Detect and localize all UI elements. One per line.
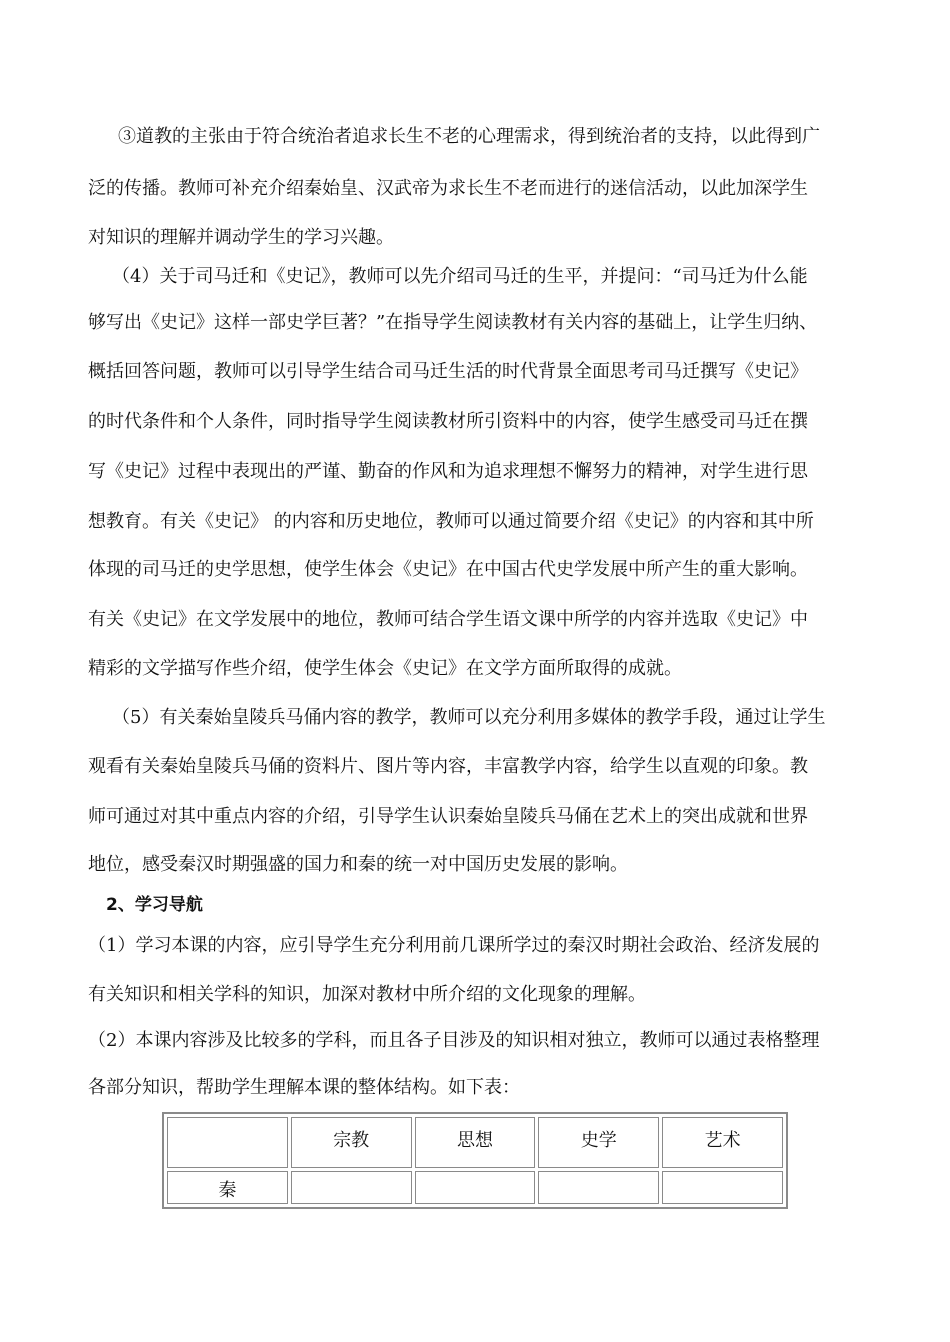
paragraph-line: 的时代条件和个人条件，同时指导学生阅读教材所引资料中的内容，使学生感受司马迁在撰 (88, 411, 808, 432)
paragraph-line: ③道教的主张由于符合统治者追求长生不老的心理需求，得到统治者的支持，以此得到广 (118, 126, 820, 147)
paragraph-line: 想教育。有关《史记》 的内容和历史地位，教师可以通过简要介绍《史记》的内容和其中所 (88, 511, 814, 532)
paragraph-line: 体现的司马迁的史学思想，使学生体会《史记》在中国古代史学发展中所产生的重大影响。 (88, 559, 808, 580)
table-header-cell: 史学 (538, 1117, 659, 1168)
table-row (167, 1171, 783, 1204)
table-cell (538, 1171, 659, 1204)
paragraph-line: 概括回答问题，教师可以引导学生结合司马迁生活的时代背景全面思考司马迁撰写《史记》 (88, 361, 808, 382)
knowledge-table (162, 1112, 788, 1209)
paragraph-line: （5）有关秦始皇陵兵马俑内容的教学，教师可以充分利用多媒体的教学手段，通过让学生 (112, 707, 826, 728)
table-cell: 秦 (167, 1171, 288, 1204)
paragraph-line: （4）关于司马迁和《史记》，教师可以先介绍司马迁的生平，并提问：“司马迁为什么能 (112, 266, 808, 287)
table-header-cell: 思想 (415, 1117, 536, 1168)
table-cell (662, 1171, 783, 1204)
section-heading: 2、学习导航 (106, 895, 203, 915)
paragraph-line: 有关《史记》在文学发展中的地位，教师可结合学生语文课中所学的内容并选取《史记》中 (88, 609, 808, 630)
paragraph-line: （2）本课内容涉及比较多的学科，而且各子目涉及的知识相对独立，教师可以通过表格整理 (88, 1030, 820, 1051)
table-header-cell: 宗教 (291, 1117, 412, 1168)
table-cell (291, 1171, 412, 1204)
paragraph-line: 地位，感受秦汉时期强盛的国力和秦的统一对中国历史发展的影响。 (88, 854, 628, 875)
paragraph-line: （1）学习本课的内容，应引导学生充分利用前几课所学过的秦汉时期社会政治、经济发展的 (88, 935, 820, 956)
paragraph-line: 各部分知识，帮助学生理解本课的整体结构。如下表： (88, 1077, 520, 1098)
paragraph-line: 有关知识和相关学科的知识，加深对教材中所介绍的文化现象的理解。 (88, 984, 646, 1005)
paragraph-line: 观看有关秦始皇陵兵马俑的资料片、图片等内容，丰富教学内容，给学生以直观的印象。教 (88, 756, 808, 777)
paragraph-line: 精彩的文学描写作些介绍，使学生体会《史记》在文学方面所取得的成就。 (88, 658, 682, 679)
paragraph-line: 对知识的理解并调动学生的学习兴趣。 (88, 227, 394, 248)
paragraph-line: 泛的传播。教师可补充介绍秦始皇、汉武帝为求长生不老而进行的迷信活动，以此加深学生 (88, 178, 808, 199)
table-header-cell (167, 1117, 288, 1168)
paragraph-line: 师可通过对其中重点内容的介绍，引导学生认识秦始皇陵兵马俑在艺术上的突出成就和世界 (88, 806, 808, 827)
table-cell (415, 1171, 536, 1204)
table-header-cell: 艺术 (662, 1117, 783, 1168)
paragraph-line: 写《史记》过程中表现出的严谨、勤奋的作风和为追求理想不懈努力的精神，对学生进行思 (88, 461, 808, 482)
table-header-row (167, 1117, 783, 1168)
paragraph-line: 够写出《史记》这样一部史学巨著？”在指导学生阅读教材有关内容的基础上，让学生归纳、 (88, 312, 818, 333)
